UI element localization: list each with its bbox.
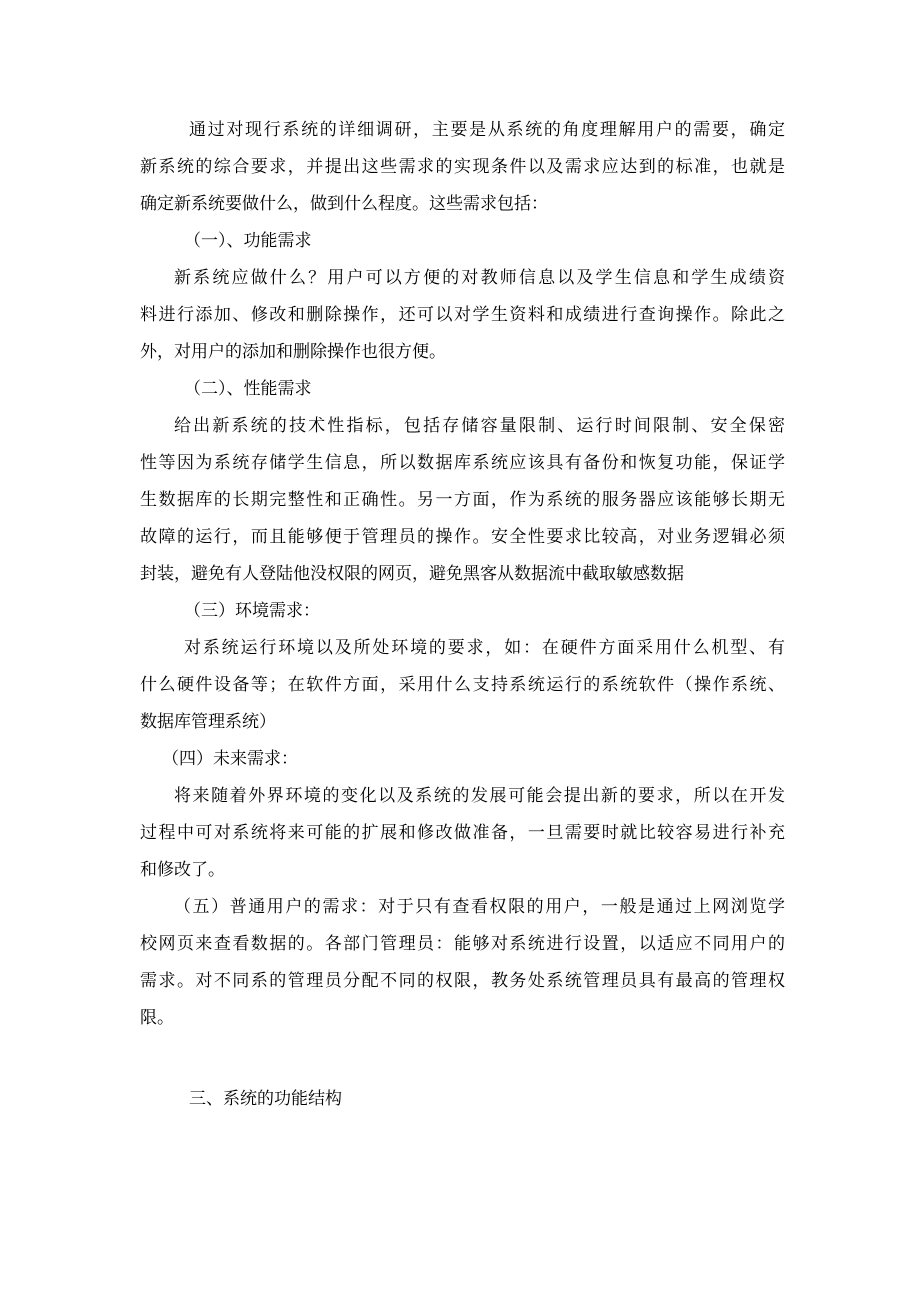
section-heading-functional: （一）、功能需求	[184, 231, 312, 251]
section-heading-future: （四）未来需求：	[162, 749, 298, 769]
paragraph-line: 校网页来查看数据的。各部门管理员：能够对系统进行设置，以适应不同用户的	[140, 934, 785, 954]
paragraph-line: （五）普通用户的需求：对于只有查看权限的用户，一般是通过上网浏览学	[174, 897, 785, 917]
paragraph-functional	[140, 260, 785, 371]
intro-line: 新系统的综合要求，并提出这些需求的实现条件以及需求应达到的标准，也就是	[140, 157, 785, 177]
paragraph-line: 生数据库的长期完整性和正确性。另一方面，作为系统的服务器应该能够长期无	[140, 490, 785, 510]
paragraph-line: 过程中可对系统将来可能的扩展和修改做准备，一旦需要时就比较容易进行补充	[140, 823, 785, 843]
paragraph-line: 限。	[140, 1008, 174, 1028]
paragraph-line: 将来随着外界环境的变化以及系统的发展可能会提出新的要求，所以在开发	[174, 786, 785, 806]
paragraph-line: 需求。对不同系的管理员分配不同的权限，教务处系统管理员具有最高的管理权	[140, 971, 785, 991]
intro-paragraph	[140, 112, 785, 223]
paragraph-line: 和修改了。	[140, 860, 225, 880]
paragraph-line: 新系统应做什么？用户可以方便的对教师信息以及学生信息和学生成绩资	[174, 268, 785, 288]
paragraph-performance	[140, 408, 785, 593]
paragraph-line: 对系统运行环境以及所处环境的要求，如：在硬件方面采用什么机型、有	[184, 638, 785, 658]
paragraph-line: 什么硬件设备等；在软件方面，采用什么支持系统运行的系统软件（操作系统、	[140, 675, 785, 695]
section-spacer	[140, 1037, 785, 1081]
paragraph-line: 数据库管理系统）	[140, 712, 276, 732]
paragraph-line: 料进行添加、修改和删除操作，还可以对学生资料和成绩进行查询操作。除此之	[140, 305, 785, 325]
document-page	[140, 112, 785, 1118]
chapter-heading: 三、系统的功能结构	[189, 1089, 342, 1109]
intro-line: 通过对现行系统的详细调研，主要是从系统的角度理解用户的需要，确定	[189, 120, 785, 140]
paragraph-line: 外，对用户的添加和删除操作也很方便。	[140, 342, 446, 362]
paragraph-line: 封装，避免有人登陆他没权限的网页，避免黑客从数据流中截取敏感数据	[140, 564, 684, 584]
paragraph-line: 性等因为系统存储学生信息，所以数据库系统应该具有备份和恢复功能，保证学	[140, 453, 785, 473]
section-heading-performance: （二）、性能需求	[184, 379, 312, 399]
paragraph-future	[140, 778, 785, 889]
section-heading-environment: （三）环境需求：	[184, 601, 320, 621]
paragraph-regular-users	[140, 889, 785, 1037]
paragraph-line: 故障的运行，而且能够便于管理员的操作。安全性要求比较高，对业务逻辑必须	[140, 527, 785, 547]
paragraph-line: 给出新系统的技术性指标，包括存储容量限制、运行时间限制、安全保密	[174, 416, 785, 436]
intro-line: 确定新系统要做什么，做到什么程度。这些需求包括：	[140, 194, 548, 214]
paragraph-environment	[140, 630, 785, 741]
